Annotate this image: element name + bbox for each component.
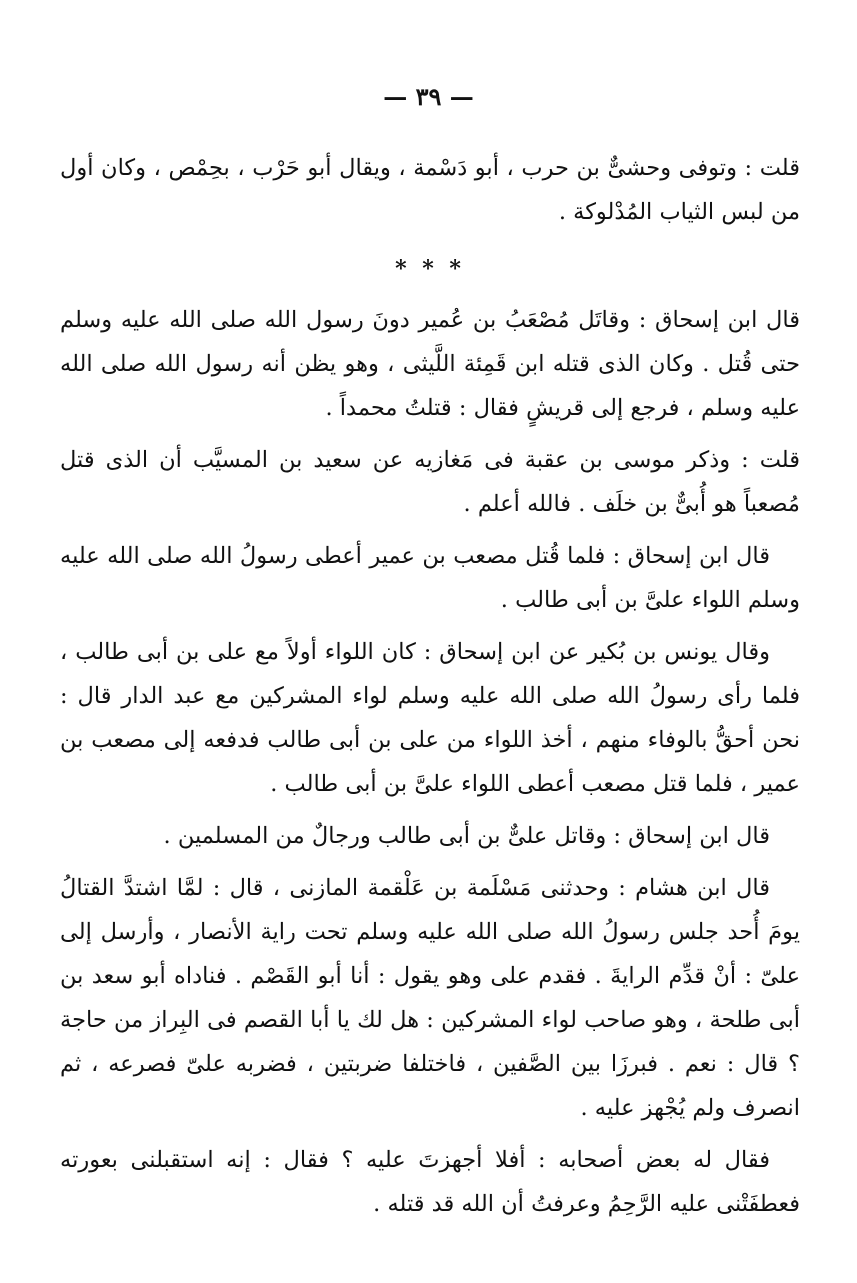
section-separator: * * *	[395, 256, 465, 282]
paragraph-6: قال ابن إسحاق : وقاتل علىٌّ بن أبى طالب ورجالٌ من المسلمين .	[163, 823, 770, 849]
paragraph-5: وقال يونس بن بُكير عن ابن إسحاق : كان اللواء أولاً مع على بن أبى طالب ، فلما رأى رسولُ الله صلى الله عليه وسلم لواء المشركين مع عبد الدار قال : نحن أحقُّ بالوفاء منهم ، أخذ اللواء من على بن أبى طالب فدفعه إلى مصعب بن عمير ، فلما قتل مصعب أعطى اللواء علىَّ بن أبى طالب .	[60, 639, 800, 797]
paragraph-1: قلت : وتوفى وحشىٌّ بن حرب ، أبو دَسْمة ، ويقال أبو حَرْب ، بحِمْص ، وكان أول من لبس الثياب المُدْلوكة .	[60, 155, 800, 225]
paragraph-7: قال ابن هشام : وحدثنى مَسْلَمة بن عَلْقمة المازنى ، قال : لمَّا اشتدَّ القتالُ يومَ أُحد جلس رسولُ الله صلى الله عليه وسلم تحت راية الأنصار ، وأرسل إلى علىّ : أنْ قدِّم الرايةَ . فقدم على وهو يقول : أنا أبو القَصْم . فناداه أبو سعد بن أبى طلحة ، وهو صاحب لواء المشركين : هل لك يا أبا القصم فى البِراز من حاجة ؟ قال : نعم . فبرزَا بين الصَّفين ، فاختلفا ضربتين ، فضربه علىّ فصرعه ، ثم انصرف ولم يُجْهز عليه .	[60, 875, 800, 1121]
paragraph-3: قلت : وذكر موسى بن عقبة فى مَغازيه عن سعيد بن المسيَّب أن الذى قتل مُصعباً هو أُبىٌّ بن خلَف . فالله أعلم .	[60, 447, 800, 517]
page-body	[60, 146, 800, 1234]
paragraph-8: فقال له بعض أصحابه : أفلا أجهزتَ عليه ؟ فقال : إنه استقبلنى بعورته فعطفَتْنى عليه الرَّحِمُ وعرفتُ أن الله قد قتله .	[60, 1147, 800, 1217]
paragraph-4: قال ابن إسحاق : فلما قُتل مصعب بن عمير أعطى رسولُ الله صلى الله عليه وسلم اللواء علىَّ بن أبى طالب .	[60, 543, 800, 613]
paragraph-2: قال ابن إسحاق : وقاتَل مُصْعَبُ بن عُمير دونَ رسول الله صلى الله عليه وسلم حتى قُتل . وكان الذى قتله ابن قَمِئة اللَّيثى ، وهو يظن أنه رسول الله صلى الله عليه وسلم ، فرجع إلى قريشٍ فقال : قتلتُ محمداً .	[60, 307, 800, 421]
page-number: — ٣٩ —	[383, 82, 474, 111]
